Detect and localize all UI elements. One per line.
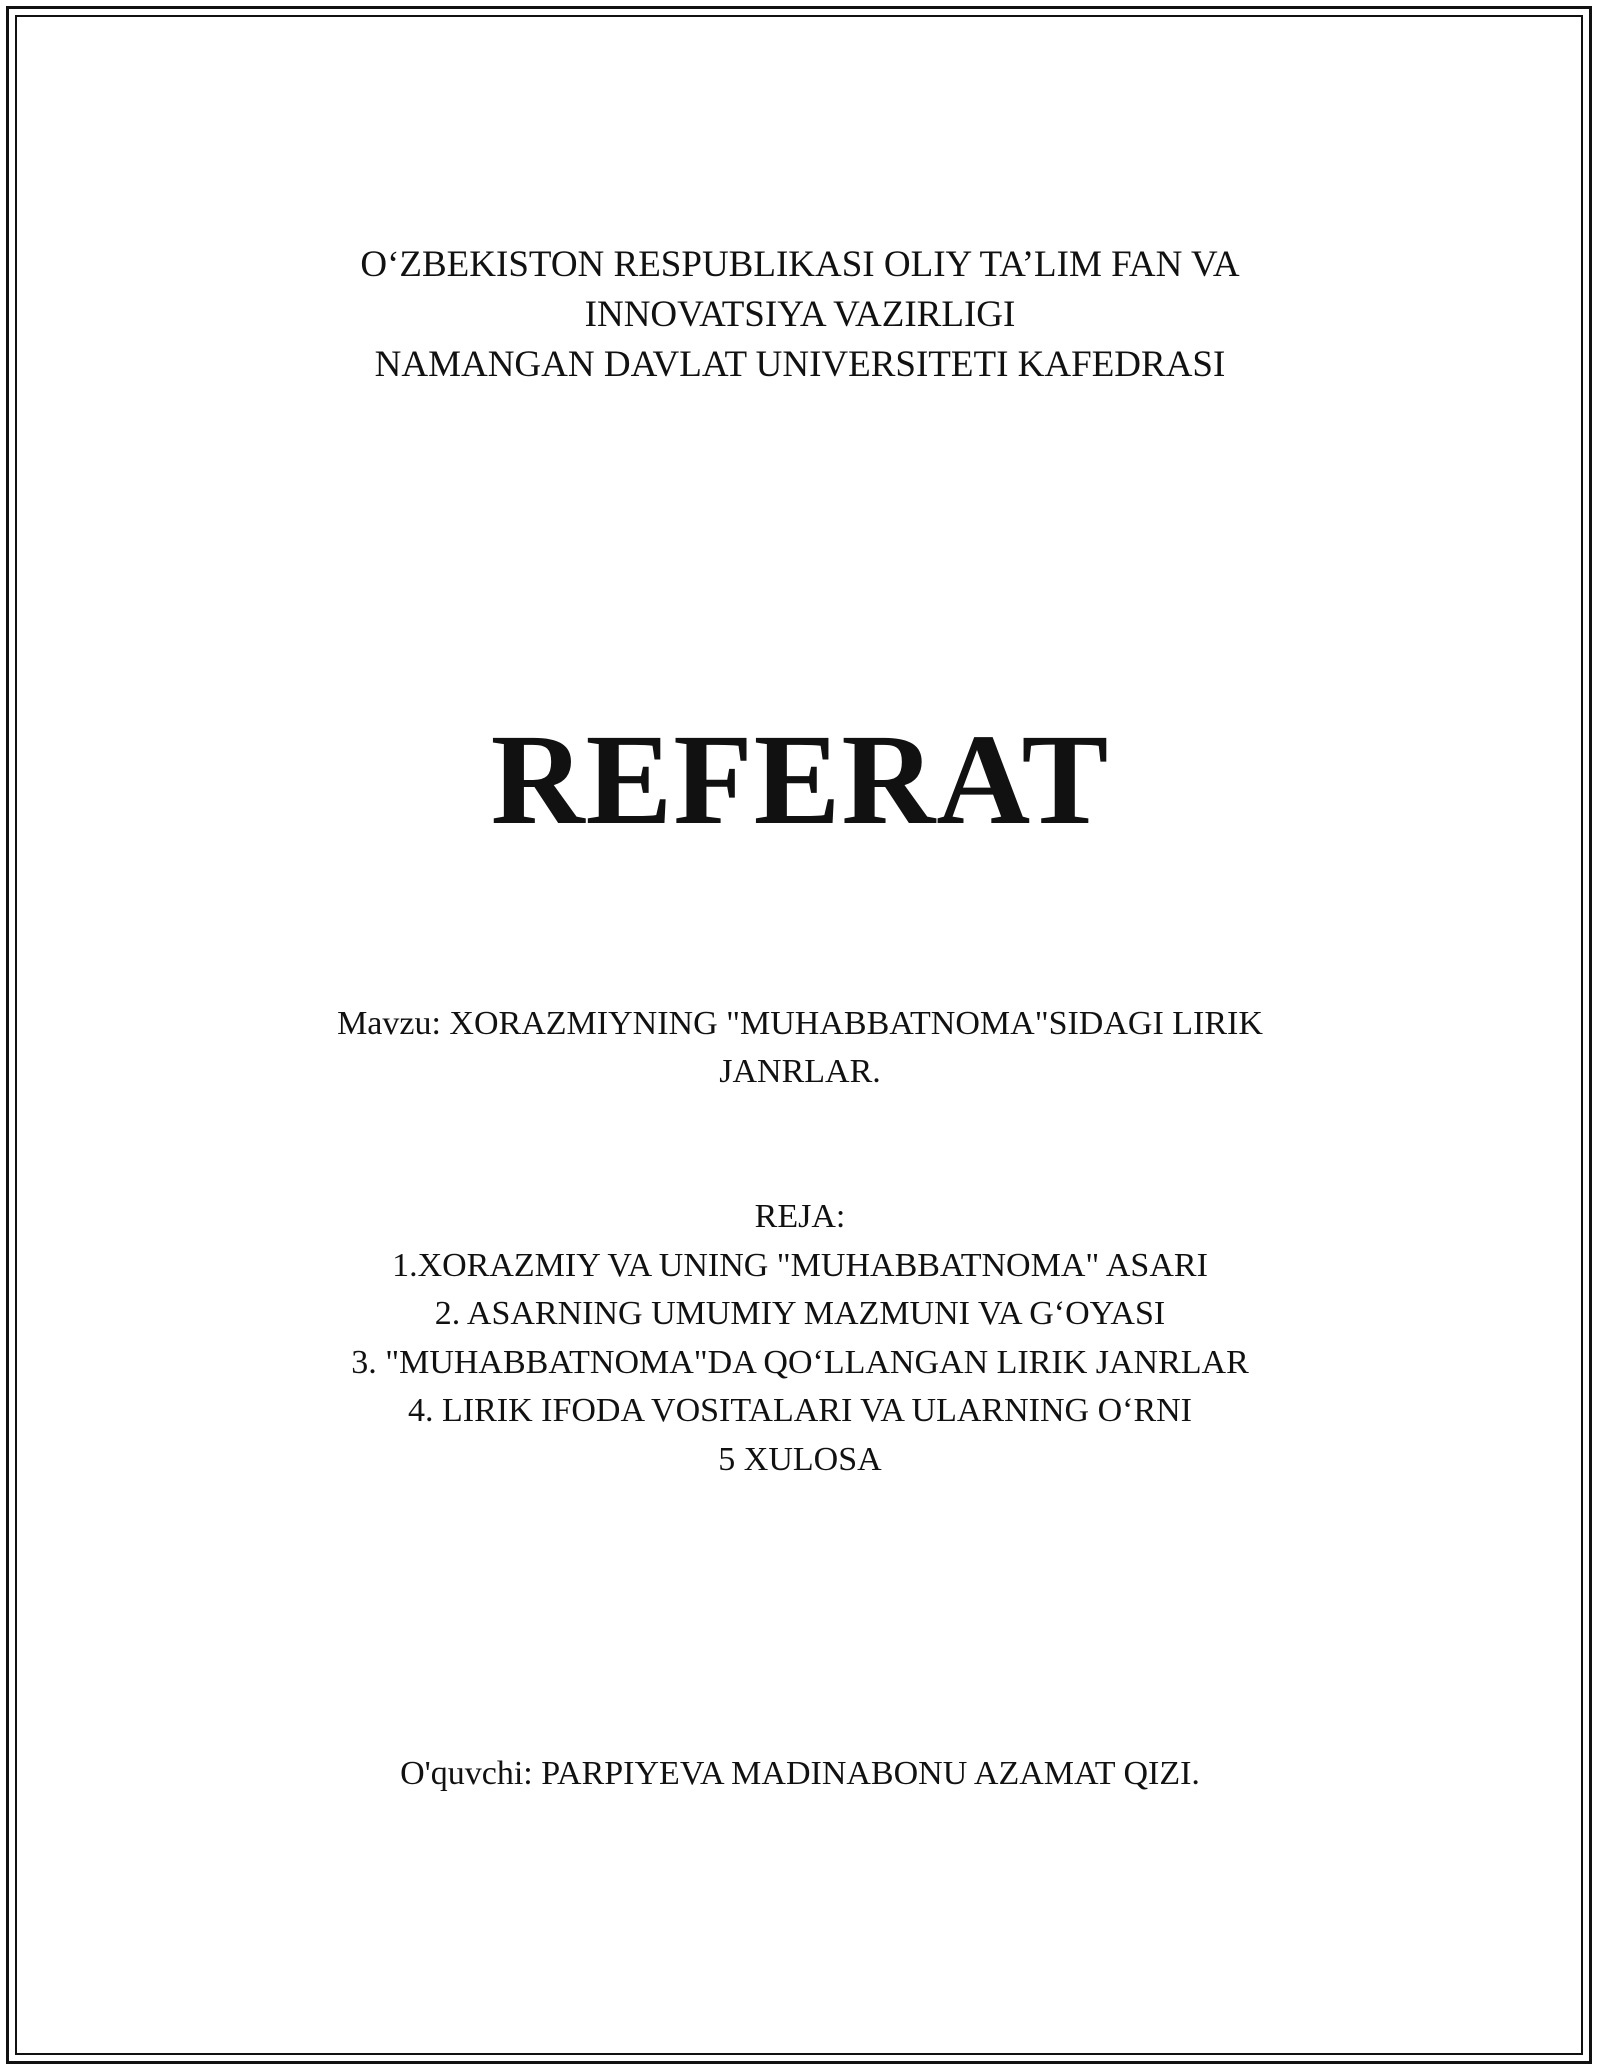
- plan-item: 2. ASARNING UMUMIY MAZMUNI VA G‘OYASI: [434, 1295, 1166, 1332]
- student-name: O'quvchi: PARPIYEVA MADINABONU AZAMAT QIZI.: [400, 1755, 1200, 1792]
- topic: [0, 1000, 1600, 1096]
- plan: [0, 1193, 1600, 1484]
- topic-line-2: JANRLAR.: [719, 1053, 881, 1090]
- plan-item: 3. "MUHABBATNOMA"DA QO‘LLANGAN LIRIK JANRLAR: [351, 1343, 1249, 1381]
- header-line-2: INNOVATSIYA VAZIRLIGI: [584, 294, 1016, 335]
- topic-line-1: Mavzu: XORAZMIYNING "MUHABBATNOMA"SIDAGI LIRIK: [337, 1005, 1263, 1042]
- plan-item: 5 XULOSA: [718, 1440, 882, 1478]
- institution-header: [0, 240, 1600, 390]
- plan-item: 4. LIRIK IFODA VOSITALARI VA ULARNING O‘RNI: [407, 1392, 1192, 1429]
- plan-heading: REJA:: [754, 1198, 846, 1235]
- document-title: REFERAT: [490, 708, 1110, 852]
- plan-item: 1.XORAZMIY VA UNING "MUHABBATNOMA" ASARI: [392, 1246, 1208, 1284]
- header-line-1: O‘ZBEKISTON RESPUBLIKASI OLIY TA’LIM FAN VA: [360, 244, 1240, 285]
- header-line-3: NAMANGAN DAVLAT UNIVERSITETI KAFEDRASI: [374, 344, 1226, 385]
